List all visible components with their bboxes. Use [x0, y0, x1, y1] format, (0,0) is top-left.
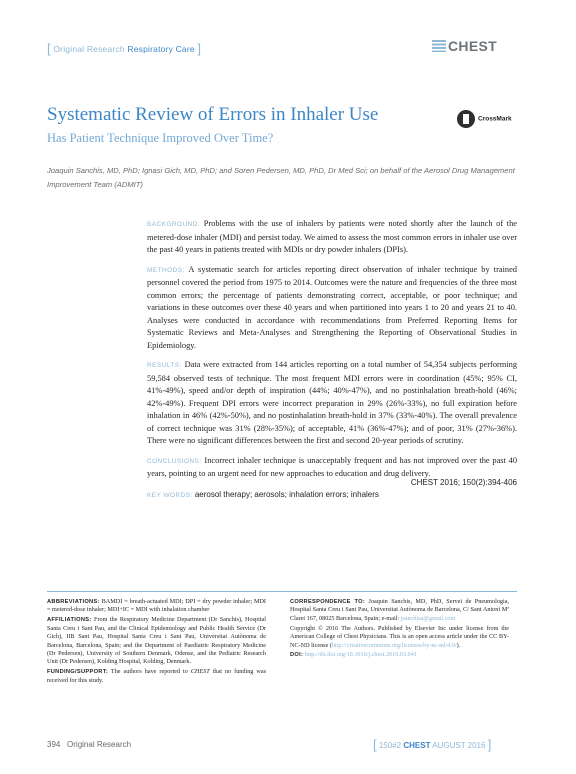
section-label: Original Research: [53, 44, 125, 54]
keywords-label: KEY WORDS:: [147, 492, 193, 499]
abstract-background: [147, 218, 517, 257]
background-label: BACKGROUND:: [147, 221, 201, 228]
results-label: RESULTS:: [147, 362, 182, 369]
page-number: 394: [47, 740, 61, 749]
copyright-text: Copyright © 2016 The Authors. Published by Elsevier Inc under license from the American College of Chest Physicians. This is an open access article under the CC BY-NC-ND license (: [290, 624, 509, 649]
journal-logo[interactable]: [432, 38, 497, 54]
crossmark-label: CrossMark: [478, 115, 512, 123]
conclusions-label: CONCLUSIONS:: [147, 457, 202, 465]
correspondence-text: Joaquin Sanchis, MD, PhD, Servei de Pneumologia, Hospital Santa Creu i Sant Pau, Universitat Autònoma de Barcelona, C/ Sant Antoni Mª Claret 167, 08025 Barcelona, Spain; e-mail:: [290, 598, 509, 622]
funding-text-before: The authors have reported to: [110, 668, 191, 676]
citation: CHEST 2016; 150(2):394-406: [410, 477, 517, 487]
abbreviations-label: ABBREVIATIONS:: [47, 599, 100, 605]
footer-issue: 150#2: [378, 741, 402, 750]
license-link[interactable]: http://creativecommons.org/licenses/by-nc-nd/4.0/: [331, 641, 457, 649]
methods-label: METHODS:: [147, 266, 185, 274]
affiliations: [47, 616, 266, 666]
bracket-close-icon: ]: [197, 41, 202, 56]
abbreviations-text: BAMDI = breath-actuated MDI; DPI = dry powder inhaler; MDI = metered-dose inhaler; MDI+IC = MDI with inhalation chamber: [47, 598, 266, 614]
correspondence-label: CORRESPONDENCE TO:: [290, 599, 366, 605]
article-title: Systematic Review of Errors in Inhaler Use: [47, 104, 379, 125]
crossmark-badge[interactable]: [457, 110, 512, 128]
abstract-keywords: [147, 489, 517, 503]
footnotes-right: [290, 598, 509, 661]
chest-logo-icon: [432, 40, 446, 52]
keywords-text: aerosol therapy; aerosols; inhalation errors; inhalers: [194, 490, 379, 499]
doi-label: DOI:: [290, 652, 304, 659]
footer-section: Original Research: [67, 740, 132, 749]
footer-date: AUGUST 2016: [432, 741, 486, 750]
abstract-results: [147, 359, 517, 448]
background-text: Problems with the use of inhalers by patients were noted shortly after the launch of the metered-dose inhaler (MDI) and persist today. We aimed to assess the most common errors in inhaler use over the past 40 years in patients treated with MDIs or dry powder inhalers (DPIs).: [147, 219, 517, 254]
bracket-open-icon: [: [373, 737, 377, 752]
copyright-close: ).: [456, 641, 461, 649]
footnotes-left: [47, 598, 266, 687]
article-subtitle: Has Patient Technique Improved Over Time?: [47, 131, 274, 145]
footer-journal: CHEST: [403, 741, 431, 750]
doi-link[interactable]: http://dx.doi.org/10.1016/j.chest.2016.03.041: [304, 651, 417, 659]
doi: [290, 651, 509, 659]
section-header: [47, 41, 201, 56]
affiliations-label: AFFILIATIONS:: [47, 617, 92, 624]
correspondence: [290, 598, 509, 623]
results-text: Data were extracted from 144 articles reporting on a total number of 54,354 subjects performing 59,584 observed tests of technique. The most frequent MDI errors were in coordination (45%; 95% CI, 41%-49%), speed and/or depth of inspiration (44%; 40%-47%), and no postinhalation breath-hold (46%; 42%-49%). Frequent DPI errors were incorrect preparation in 29% (26%-33%), no full expiration before inhalation in 46% (42%-50%), and no postinhalation breath-hold in 37% (33%-40%). The overall prevalence of correct technique was 31% (28%-35%); of acceptable, 41% (36%-47%); and of poor, 31% (27%-36%). There were no significant differences between the first and second 20-year periods of scrutiny.: [147, 360, 518, 445]
footnote-divider: [47, 591, 517, 592]
bracket-close-icon: ]: [487, 737, 492, 752]
affiliations-text: From the Respiratory Medicine Department (Dr Sanchis), Hospital Santa Creu i Sant Pau, and the Clinical Epidemiology and Public Health Service (Dr Gich), IIB Sant Pau, Hospital Santa Creu i Sant Pau, Universitat Autònoma de Barcelona, Barcelona, Spain; and the Department of Paediatric Respiratory Medicine (Dr Pedersen), University of Southern Denmark, Odense, and the Pediatric Research Unit (Dr Pedersen), Kolding Hospital, Kolding, Denmark.: [47, 616, 266, 666]
section-sublabel: Respiratory Care: [127, 44, 195, 54]
page-footer-left: [47, 740, 131, 749]
abbreviations: [47, 598, 266, 615]
funding-journal: CHEST: [190, 668, 210, 676]
methods-text: A systematic search for articles reporting direct observation of inhaler technique by trained personnel covered the period from 1975 to 2014. Outcomes were the nature and frequencies of the three most common errors; the percentage of patients demonstrating correct, acceptable, or poor technique; and variations in these outcomes over these 40 years and when partitioned into years 1 to 20 and years 21 to 40. Analyses were conducted in accordance with recommendations from Preferred Reporting Items for Systematic Reviews and Meta-Analyses and Strengthening the Reporting of Observational Studies in Epidemiology.: [147, 264, 517, 350]
conclusions-text: Incorrect inhaler technique is unacceptably frequent and has not improved over the past 40 years, pointing to an urgent need for new approaches to education and drug delivery.: [147, 455, 518, 478]
funding: [47, 668, 266, 685]
page-footer-right: [373, 737, 491, 752]
copyright: [290, 625, 509, 650]
author-list: Joaquin Sanchis, MD, PhD; Ignasi Gich, MD, PhD; and Soren Pedersen, MD, PhD, Dr Med Sci; on behalf of the Aerosol Drug Management Improvement Team (ADMIT): [47, 166, 515, 189]
correspondence-email-link[interactable]: jsanchisa@gmail.com: [400, 614, 456, 622]
crossmark-icon: [457, 110, 475, 128]
abstract: [147, 218, 517, 510]
bracket-open-icon: [: [47, 41, 51, 56]
logo-text: CHEST: [448, 38, 497, 54]
funding-text-after: that no funding was received for this study.: [47, 668, 266, 684]
funding-label: FUNDING/SUPPORT:: [47, 669, 109, 676]
abstract-methods: [147, 264, 517, 353]
